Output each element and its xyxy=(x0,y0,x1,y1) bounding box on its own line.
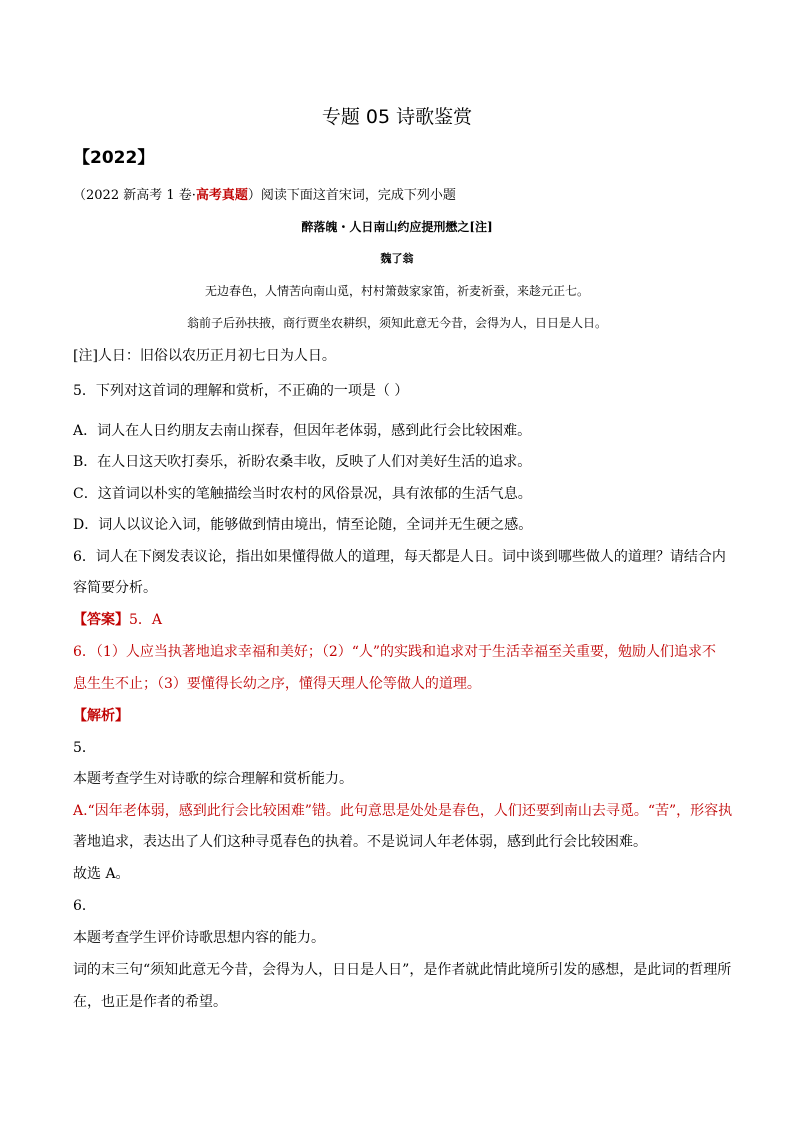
analysis-paragraph: 故选 A。 xyxy=(73,866,130,882)
poem-title: 醉落魄・人日南山约应提刑懋之[注] xyxy=(301,220,493,234)
poem-author: 魏了翁 xyxy=(380,252,414,265)
question-6-stem: 容简要分析。 xyxy=(73,580,157,596)
analysis-number-5: 5． xyxy=(73,740,96,756)
poem-note: [注]人日：旧俗以农历正月初七日为人日。 xyxy=(73,348,336,364)
analysis-paragraph: 在，也正是作者的希望。 xyxy=(73,994,227,1010)
analysis-paragraph: 词的末三句“须知此意无今昔，会得为人，日日是人日”，是作者就此情此境所引发的感想，是此词的哲理所 xyxy=(73,962,732,978)
answer-q6: 6．（1）人应当执著地追求幸福和美好；（2）“人”的实践和追求对于生活幸福至关重要，勉励人们追求不 xyxy=(73,644,717,660)
question-5-option-c: C．这首词以朴实的笔触描绘当时农村的风俗景况，具有浓郁的生活气息。 xyxy=(73,486,532,502)
answer-q6: 息生生不止；（3）要懂得长幼之序，懂得天理人伦等做人的道理。 xyxy=(73,676,481,692)
answer-block xyxy=(73,610,162,630)
analysis-tag: 【解析】 xyxy=(73,708,129,724)
source-highlight: 高考真题 xyxy=(195,188,248,203)
analysis-paragraph: 本题考查学生对诗歌的综合理解和赏析能力。 xyxy=(73,771,353,787)
question-5-stem: 5．下列对这首词的理解和赏析，不正确的一项是（ ） xyxy=(73,383,409,399)
question-6-stem: 6．词人在下阕发表议论，指出如果懂得做人的道理，每天都是人日。词中谈到哪些做人的道理？请结合内 xyxy=(73,549,726,565)
question-5-option-b: B．在人日这天吹打奏乐，祈盼农桑丰收，反映了人们对美好生活的追求。 xyxy=(73,454,532,470)
poem-line: 翁前子后孙扶掖，商行贾坐农耕织，须知此意无今昔，会得为人，日日是人日。 xyxy=(186,316,607,330)
question-5-option-d: D．词人以议论入词，能够做到情由境出，情至论随，全词并无生硬之感。 xyxy=(73,517,533,533)
answer-q5: 5．A xyxy=(129,612,163,628)
page-title: 专题 05 诗歌鉴赏 xyxy=(321,106,473,128)
analysis-paragraph: 著地追求，表达出了人们这种寻觅春色的执着。不是说词人年老体弱，感到此行会比较困难。 xyxy=(73,834,647,850)
analysis-paragraph: 本题考查学生评价诗歌思想内容的能力。 xyxy=(73,930,325,946)
question-5-option-a: A．词人在人日约朋友去南山探春，但因年老体弱，感到此行会比较困难。 xyxy=(73,423,532,439)
analysis-number-6: 6． xyxy=(73,898,96,914)
source-prefix: （2022 新高考 1 卷· xyxy=(73,188,196,203)
answer-tag: 【答案】 xyxy=(73,612,129,628)
question-source xyxy=(73,186,456,206)
source-suffix: ）阅读下面这首宋词，完成下列小题 xyxy=(247,188,456,203)
poem-line: 无边春色，人情苦向南山觅，村村箫鼓家家笛，祈麦祈蚕，来趁元正七。 xyxy=(204,284,589,298)
year-header: 【2022】 xyxy=(73,148,155,168)
analysis-paragraph: A.“因年老体弱，感到此行会比较困难”错。此句意思是处处是春色，人们还要到南山去寻觅。“苦”，形容执 xyxy=(73,803,733,819)
